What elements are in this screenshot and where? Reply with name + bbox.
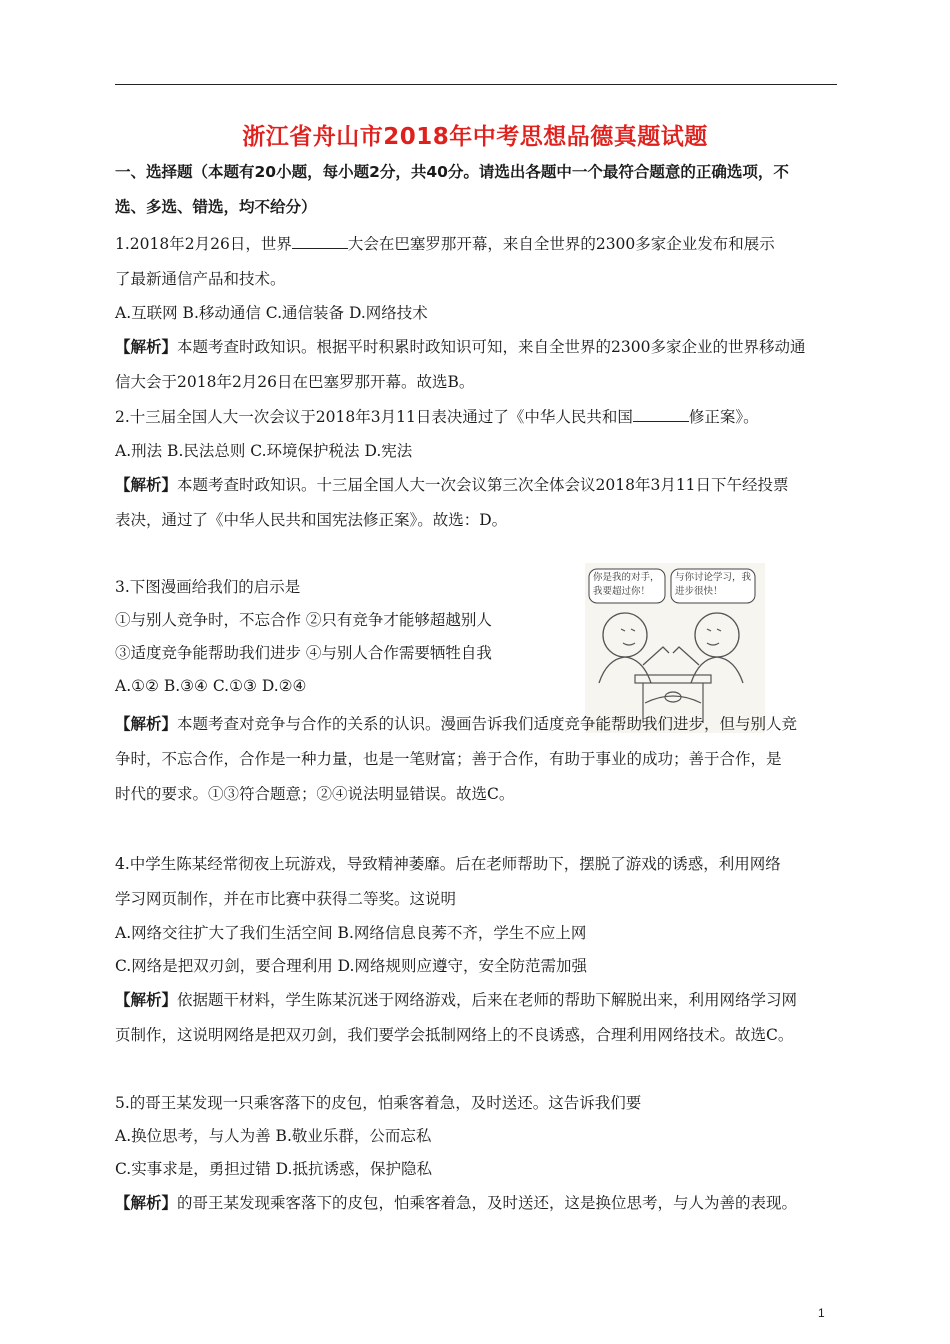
section-heading — [115, 155, 840, 225]
q4-analysis-line-1: 【解析】依据题干材料，学生陈某沉迷于网络游戏，后来在老师的帮助下解脱出来，利用网络学习网 — [115, 991, 798, 1009]
answer-blank — [292, 234, 348, 249]
q3-options: A.①② B.③④ C.①③ D.②④ — [115, 677, 307, 695]
q2-options: A.刑法 B.民法总则 C.环境保护税法 D.宪法 — [115, 442, 413, 460]
q3-analysis-line-2: 争时，不忘合作，合作是一种力量，也是一笔财富；善于合作，有助于事业的成功；善于合作，是 — [115, 750, 782, 768]
speech-left-text: 你是我的对手，我要超过你！ — [593, 572, 660, 597]
q2-stem: 2.十三届全国人大一次会议于2018年3月11日表决通过了《中华人民共和国 修正案》。 — [115, 408, 759, 426]
analysis-label: 【解析】 — [115, 715, 178, 733]
q4-options-line-1: A.网络交往扩大了我们生活空间 B.网络信息良莠不齐，学生不应上网 — [115, 924, 587, 942]
q3-analysis-line-3: 时代的要求。①③符合题意；②④说法明显错误。故选C。 — [115, 785, 515, 803]
q1-analysis-line-1: 【解析】本题考查时政知识。根据平时积累时政知识可知，来自全世界的2300多家企业的世界移动通 — [115, 338, 806, 356]
q4-stem-line-2: 学习网页制作，并在市比赛中获得二等奖。这说明 — [115, 890, 457, 908]
q3-item-2: ③适度竞争能帮助我们进步 ④与别人合作需要牺牲自我 — [115, 644, 492, 662]
question-5 — [115, 1087, 840, 1221]
q3-item-1: ①与别人竞争时，不忘合作 ②只有竞争才能够超越别人 — [115, 611, 492, 629]
analysis-label: 【解析】 — [115, 338, 178, 356]
q5-stem: 5.的哥王某发现一只乘客落下的皮包，怕乘客着急，及时送还。这告诉我们要 — [115, 1094, 642, 1112]
answer-blank — [633, 407, 689, 422]
q1-analysis-line-2: 信大会于2018年2月26日在巴塞罗那开幕。故选B。 — [115, 373, 475, 391]
q4-analysis-line-2: 页制作，这说明网络是把双刃剑，我们要学会抵制网络上的不良诱惑，合理利用网络技术。故选C。 — [115, 1026, 794, 1044]
page-title: 浙江省舟山市2018年中考思想品德真题试题 — [242, 124, 708, 150]
page-number: 1 — [818, 1306, 825, 1320]
q5-analysis-line-1: 【解析】的哥王某发现乘客落下的皮包，怕乘客着急，及时送还，这是换位思考，与人为善的表现。 — [115, 1194, 798, 1212]
analysis-label: 【解析】 — [115, 991, 178, 1009]
section-line-2: 选、多选、错选，均不给分） — [115, 198, 317, 216]
analysis-label: 【解析】 — [115, 1194, 178, 1212]
q3-analysis-line-1: 【解析】本题考查对竞争与合作的关系的认识。漫画告诉我们适度竞争能帮助我们进步，但与别人竞 — [115, 715, 798, 733]
section-line-1: 一、选择题（本题有20小题，每小题2分，共40分。请选出各题中一个最符合题意的正确选项，不 — [115, 163, 789, 181]
q3-stem: 3.下图漫画给我们的启示是 — [115, 578, 301, 596]
q2-analysis-line-1: 【解析】本题考查时政知识。十三届全国人大一次会议第三次全体会议2018年3月11日下午经投票 — [115, 476, 789, 494]
q4-options-line-2: C.网络是把双刃剑，要合理利用 D.网络规则应遵守，安全防范需加强 — [115, 957, 587, 975]
question-1 — [115, 227, 840, 400]
q1-stem-line-1: 1.2018年2月26日，世界 大会在巴塞罗那开幕，来自全世界的2300多家企业发布和展示 — [115, 235, 775, 253]
q1-options: A.互联网 B.移动通信 C.通信装备 D.网络技术 — [115, 304, 428, 322]
header-rule — [115, 84, 837, 85]
q4-stem-line-1: 4.中学生陈某经常彻夜上玩游戏，导致精神萎靡。后在老师帮助下，摆脱了游戏的诱惑，利用网络 — [115, 855, 781, 873]
speech-right-text: 与你讨论学习，我进步很快！ — [675, 572, 752, 597]
q5-options-line-1: A.换位思考，与人为善 B.敬业乐群，公而忘私 — [115, 1127, 432, 1145]
question-2 — [115, 400, 840, 538]
q3-analysis — [115, 707, 840, 812]
question-3 — [115, 571, 585, 703]
analysis-label: 【解析】 — [115, 476, 178, 494]
q2-analysis-line-2: 表决，通过了《中华人民共和国宪法修正案》。故选：D。 — [115, 511, 508, 529]
q5-options-line-2: C.实事求是，勇担过错 D.抵抗诱惑，保护隐私 — [115, 1160, 432, 1178]
q1-stem-line-2: 了最新通信产品和技术。 — [115, 270, 286, 288]
question-4 — [115, 847, 840, 1053]
